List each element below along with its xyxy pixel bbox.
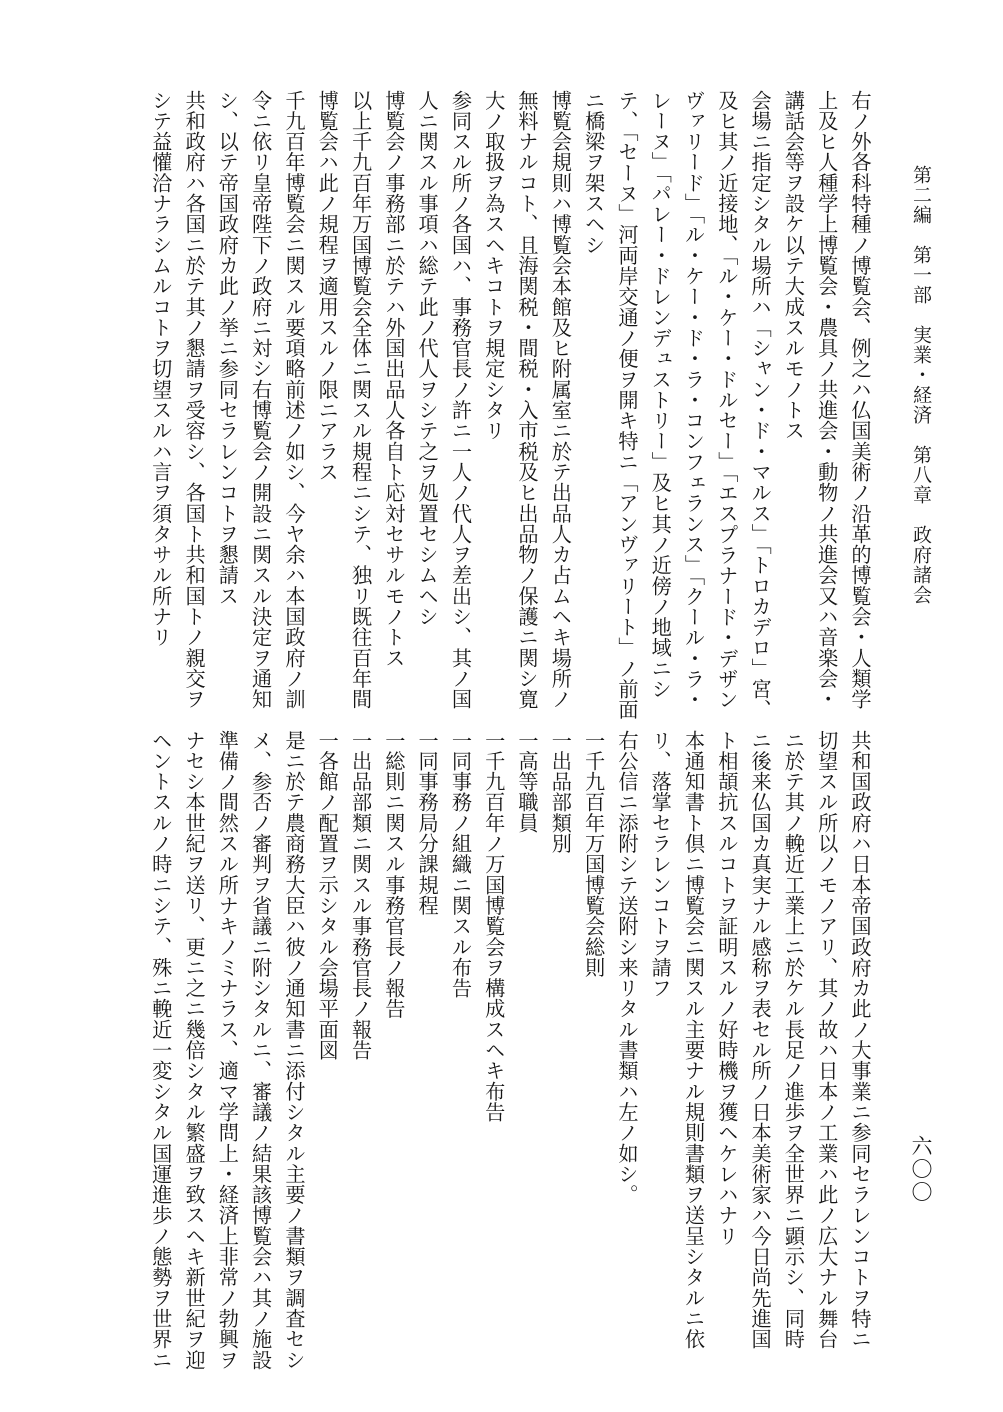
- text-line: ヘントスルノ時ニシテ、殊ニ輓近一変シタル国運進歩ノ態勢ヲ世界ニ: [148, 730, 173, 1371]
- lower-text-section: [143, 730, 876, 1371]
- text-line: 本通知書ト倶ニ博覧会ニ関スル主要ナル規則書類ヲ送呈シタルニ依: [681, 730, 706, 1350]
- text-line: シ、以テ帝国政府カ此ノ挙ニ参同セラレンコトヲ懇請ス: [215, 90, 240, 607]
- list-item: 一出品部類ニ関スル事務官長ノ報告: [348, 730, 373, 1061]
- text-line: 及ヒ其ノ近接地、「ル・ケー・ドルセー」「エスプラナード・デザン: [714, 90, 739, 710]
- text-line: レーヌ」「パレー・ドレンデュストリー」及ヒ其ノ近傍ノ地域ニシ: [648, 90, 673, 700]
- text-line: 大ノ取扱ヲ為スヘキコトヲ規定シタリ: [481, 90, 506, 442]
- list-item: 一千九百年万国博覧会総則: [581, 730, 606, 978]
- text-line: 令ニ依リ皇帝陛下ノ政府ニ対シ右博覧会ノ開設ニ関スル決定ヲ通知: [248, 90, 273, 710]
- text-line: 参同スル所ノ各国ハ、事務官長ノ許ニ一人ノ代人ヲ差出シ、其ノ国: [448, 90, 473, 710]
- text-line: ニ於テ其ノ輓近工業上ニ於ケル長足ノ進歩ヲ全世界ニ顕示シ、同時: [781, 730, 806, 1350]
- text-line: 千九百年博覧会ニ関スル要項略前述ノ如シ、今ヤ余ハ本国政府ノ訓: [281, 90, 306, 710]
- text-line: テ、「セーヌ」河両岸交通ノ便ヲ開キ特ニ「アンヴァリート」ノ前面: [614, 90, 639, 721]
- text-line: 右ノ外各科特種ノ博覧会、例之ハ仏国美術ノ沿革的博覧会・人類学: [848, 90, 872, 710]
- list-item: 一千九百年ノ万国博覧会ヲ構成スヘキ布告: [481, 730, 506, 1123]
- text-line: 準備ノ間然スル所ナキノミナラス、適マ学問上・経済上非常ノ勃興ヲ: [215, 730, 240, 1371]
- text-line: 切望スル所以ノモノアリ、其ノ故ハ日本ノ工業ハ此ノ広大ナル舞台: [814, 730, 839, 1350]
- text-line: 無料ナルコト、且海関税・間税・入市税及ヒ出品物ノ保護ニ関シ寛: [515, 90, 540, 710]
- list-item: 一同事務局分課規程: [415, 730, 440, 916]
- text-line: 博覧会ノ事務部ニ於テハ外国出品人各自ト応対セサルモノトス: [381, 90, 406, 669]
- text-line: 博覧会ハ此ノ規程ヲ適用スルノ限ニアラス: [315, 90, 340, 483]
- text-line: メ、参否ノ審判ヲ省議ニ附シタルニ、審議ノ結果該博覧会ハ其ノ施設: [248, 730, 273, 1371]
- text-line: 人ニ関スル事項ハ総テ此ノ代人ヲシテ之ヲ処置セシムヘシ: [415, 90, 440, 627]
- page-number: 六〇〇: [909, 1135, 933, 1204]
- text-line: 以上千九百年万国博覧会全体ニ関スル規程ニシテ、独リ既往百年間: [348, 90, 373, 710]
- list-item: 一出品部類別: [548, 730, 573, 854]
- text-line: ヴァリード」「ル・ケー・ド・ラ・コンフェランス」「クール・ラ・: [681, 90, 706, 710]
- list-item: 一高等職員: [515, 730, 540, 834]
- text-line: 右公信ニ添附シテ送附シ来リタル書類ハ左ノ如シ。: [614, 730, 639, 1205]
- text-line: 上及ヒ人種学上博覧会・農具ノ共進会・動物ノ共進会又ハ音楽会・: [814, 90, 839, 710]
- text-line: リ、落掌セラレンコトヲ請フ: [648, 730, 673, 999]
- list-item: 一同事務ノ組織ニ関スル布告: [448, 730, 473, 999]
- text-line: シテ益懽洽ナラシムルコトヲ切望スルハ言ヲ須タサル所ナリ: [148, 90, 173, 648]
- text-line: 博覧会規則ハ博覧会本館及ヒ附属室ニ於テ出品人カ占ムヘキ場所ノ: [548, 90, 573, 710]
- running-header: 第二編 第一部 実業・経済 第八章 政府諸会: [910, 165, 932, 605]
- text-line: 共和政府ハ各国ニ於テ其ノ懇請ヲ受容シ、各国ト共和国トノ親交ヲ: [182, 90, 207, 710]
- text-line: 講話会等ヲ設ケ以テ大成スルモノトス: [781, 90, 806, 442]
- text-line: ニ橋梁ヲ架スヘシ: [581, 90, 606, 256]
- upper-text-section: [143, 90, 876, 721]
- list-item: 一総則ニ関スル事務官長ノ報告: [381, 730, 406, 1020]
- text-line: ト相頡抗スルコトヲ証明スルノ好時機ヲ獲ヘケレハナリ: [714, 730, 739, 1247]
- text-line: 是ニ於テ農商務大臣ハ彼ノ通知書ニ添付シタル主要ノ書類ヲ調査セシ: [281, 730, 306, 1371]
- text-line: 会場ニ指定シタル場所ハ「シャン・ド・マルス」「トロカデロ」宮、: [748, 90, 773, 721]
- text-line: 共和国政府ハ日本帝国政府カ此ノ大事業ニ参同セラレンコトヲ特ニ: [848, 730, 872, 1350]
- text-line: ナセシ本世紀ヲ送リ、更ニ之ニ幾倍シタル繁盛ヲ致スヘキ新世紀ヲ迎: [182, 730, 207, 1371]
- list-item: 一各館ノ配置ヲ示シタル会場平面図: [315, 730, 340, 1061]
- text-line: ニ後来仏国カ真実ナル感称ヲ表セル所ノ日本美術家ハ今日尚先進国: [748, 730, 773, 1350]
